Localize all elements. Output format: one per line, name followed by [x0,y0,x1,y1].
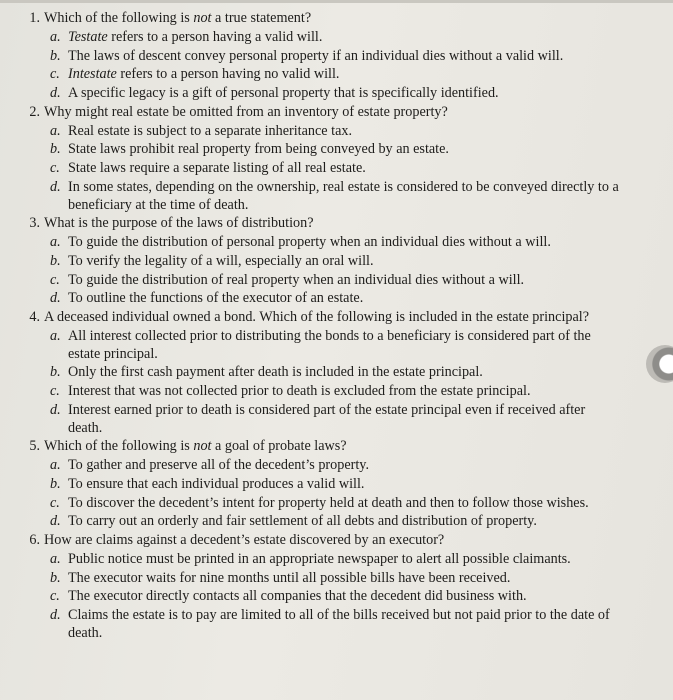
option-text [68,48,622,66]
question-text-part: Which of the following is [44,438,194,455]
option-text-part: To gather and preserve all of the decedent’s property. [68,457,370,473]
answer-option-a [50,328,622,364]
question-stem [22,309,622,327]
option-text [68,383,622,401]
option-text [68,179,622,215]
answer-option-a [50,457,622,475]
option-letter: c. [50,66,60,83]
page-top-edge [0,0,673,3]
answer-option-a [50,123,622,141]
question-text-part: What is the purpose of the laws of distribution? [44,215,314,232]
option-text [68,29,622,47]
answer-option-d [50,402,622,438]
question-text-part: How are claims against a decedent’s estate discovered by an executor? [44,532,445,548]
answer-option-c [50,66,622,84]
option-letter: d. [50,178,61,195]
question-number: 5. [29,438,40,455]
option-text [68,551,622,569]
option-letter: d. [50,607,61,623]
question-1 [22,10,622,103]
option-text-part: The executor directly contacts all companies that the decedent did business with. [68,588,527,605]
question-list [22,10,622,644]
option-text-part: State laws prohibit real property from being conveyed by an estate. [68,141,449,158]
option-text-part: To outline the functions of the executor of an estate. [68,290,364,307]
option-text-part: In some states, depending on the ownership, real estate is considered to be conveyed directly to a beneficiary at the time of death. [68,178,619,213]
option-text-part: Interest earned prior to death is considered part of the estate principal even if received after death. [68,401,586,436]
answer-option-b [50,364,622,382]
option-letter: b. [50,141,61,158]
question-text [44,309,622,327]
question-number: 2. [29,103,40,120]
option-letter: a. [50,327,61,344]
question-stem [22,215,622,233]
option-letter: c. [50,383,60,399]
answer-option-a [50,234,622,252]
answer-option-d [50,513,622,531]
answer-option-c [50,495,622,513]
question-number: 1. [29,10,40,26]
answer-option-c [50,588,622,606]
option-text [68,495,622,513]
question-6 [22,532,622,643]
answer-option-b [50,48,622,66]
option-letter: a. [50,122,61,139]
option-text [68,66,622,84]
question-number: 4. [29,309,40,325]
answer-options [50,234,622,308]
emphasized-term: Testate [68,28,108,45]
question-5 [22,438,622,531]
option-text-part: Claims the estate is to pay are limited to all of the bills received but not paid prior to the date of death. [68,607,610,641]
option-letter: c. [50,494,60,511]
answer-option-c [50,272,622,290]
option-text-part: A specific legacy is a gift of personal property that is specifically identified. [68,85,499,101]
option-letter: a. [50,28,61,45]
option-text-part: Real estate is subject to a separate inheritance tax. [68,122,353,139]
question-text [44,104,622,122]
option-text [68,328,622,364]
option-text [68,253,622,271]
option-text [68,570,622,588]
question-text [44,532,622,550]
question-text [44,215,622,233]
answer-option-a [50,29,622,47]
option-letter: d. [50,401,61,418]
option-letter: d. [50,85,61,101]
answer-option-d [50,607,622,643]
answer-option-b [50,253,622,271]
option-text-part: refers to a person having a valid will. [107,28,323,45]
option-text [68,588,622,606]
option-text-part: Only the first cash payment after death is included in the estate principal. [68,364,483,381]
option-text-part: State laws require a separate listing of all real estate. [68,160,366,176]
answer-options [50,457,622,531]
option-text-part: Interest that was not collected prior to death is excluded from the estate principal. [68,383,531,399]
option-letter: c. [50,588,60,605]
question-stem [22,532,622,550]
answer-options [50,328,622,438]
option-letter: b. [50,475,61,492]
option-text-part: To ensure that each individual produces a valid will. [68,475,365,492]
answer-options [50,551,622,643]
option-text [68,272,622,290]
option-text [68,607,622,643]
option-text-part: refers to a person having no valid will. [116,66,340,83]
answer-option-a [50,551,622,569]
question-text-part: a true statement? [211,10,312,26]
option-text-part: To discover the decedent’s intent for property held at death and then to follow those wishes. [68,494,589,511]
answer-option-c [50,383,622,401]
question-text-part: A deceased individual owned a bond. Which of the following is included in the estate principal? [44,309,590,325]
question-number: 6. [29,532,40,548]
question-stem [22,10,622,28]
answer-option-c [50,160,622,178]
option-letter: b. [50,569,61,586]
answer-options [50,123,622,215]
option-letter: d. [50,513,61,530]
option-letter: b. [50,252,61,269]
answer-option-b [50,141,622,159]
question-text-part: a goal of probate laws? [211,438,347,455]
option-text [68,364,622,382]
option-text [68,513,622,531]
option-text-part: To guide the distribution of personal property when an individual dies without a will. [68,234,551,250]
binder-ring [646,345,673,383]
option-text [68,290,622,308]
question-4 [22,309,622,437]
option-text-part: To guide the distribution of real property when an individual dies without a will. [68,271,525,288]
option-text [68,402,622,438]
option-letter: c. [50,271,60,288]
answer-options [50,29,622,103]
option-text [68,85,622,103]
question-text-part: Which of the following is [44,10,194,26]
question-stem [22,438,622,456]
option-letter: c. [50,160,60,176]
option-text [68,160,622,178]
emphasized-text: not [193,438,212,455]
option-text-part: To carry out an orderly and fair settlement of all debts and distribution of property. [68,513,537,530]
answer-option-d [50,290,622,308]
option-text-part: All interest collected prior to distributing the bonds to a beneficiary is considered part of the estate principal. [68,327,591,362]
option-text [68,141,622,159]
option-letter: a. [50,234,61,250]
answer-option-b [50,476,622,494]
question-text-part: Why might real estate be omitted from an inventory of estate property? [44,103,448,120]
option-text [68,123,622,141]
answer-option-b [50,570,622,588]
option-letter: d. [50,290,61,307]
option-letter: b. [50,364,61,381]
option-text [68,234,622,252]
emphasized-text: not [193,10,212,26]
emphasized-term: Intestate [68,66,117,83]
option-letter: a. [50,550,61,567]
option-letter: b. [50,47,61,64]
question-2 [22,104,622,215]
option-text-part: The laws of descent convey personal property if an individual dies without a valid will. [68,47,564,64]
question-3 [22,215,622,308]
answer-option-d [50,85,622,103]
option-text-part: The executor waits for nine months until all possible bills have been received. [68,569,511,586]
option-text-part: Public notice must be printed in an appropriate newspaper to alert all possible claimants. [68,550,571,567]
question-text [44,438,622,456]
option-text [68,476,622,494]
question-number: 3. [29,215,40,232]
option-text [68,457,622,475]
option-letter: a. [50,457,61,473]
option-text-part: To verify the legality of a will, especially an oral will. [68,252,374,269]
answer-option-d [50,179,622,215]
question-text [44,10,622,28]
question-stem [22,104,622,122]
